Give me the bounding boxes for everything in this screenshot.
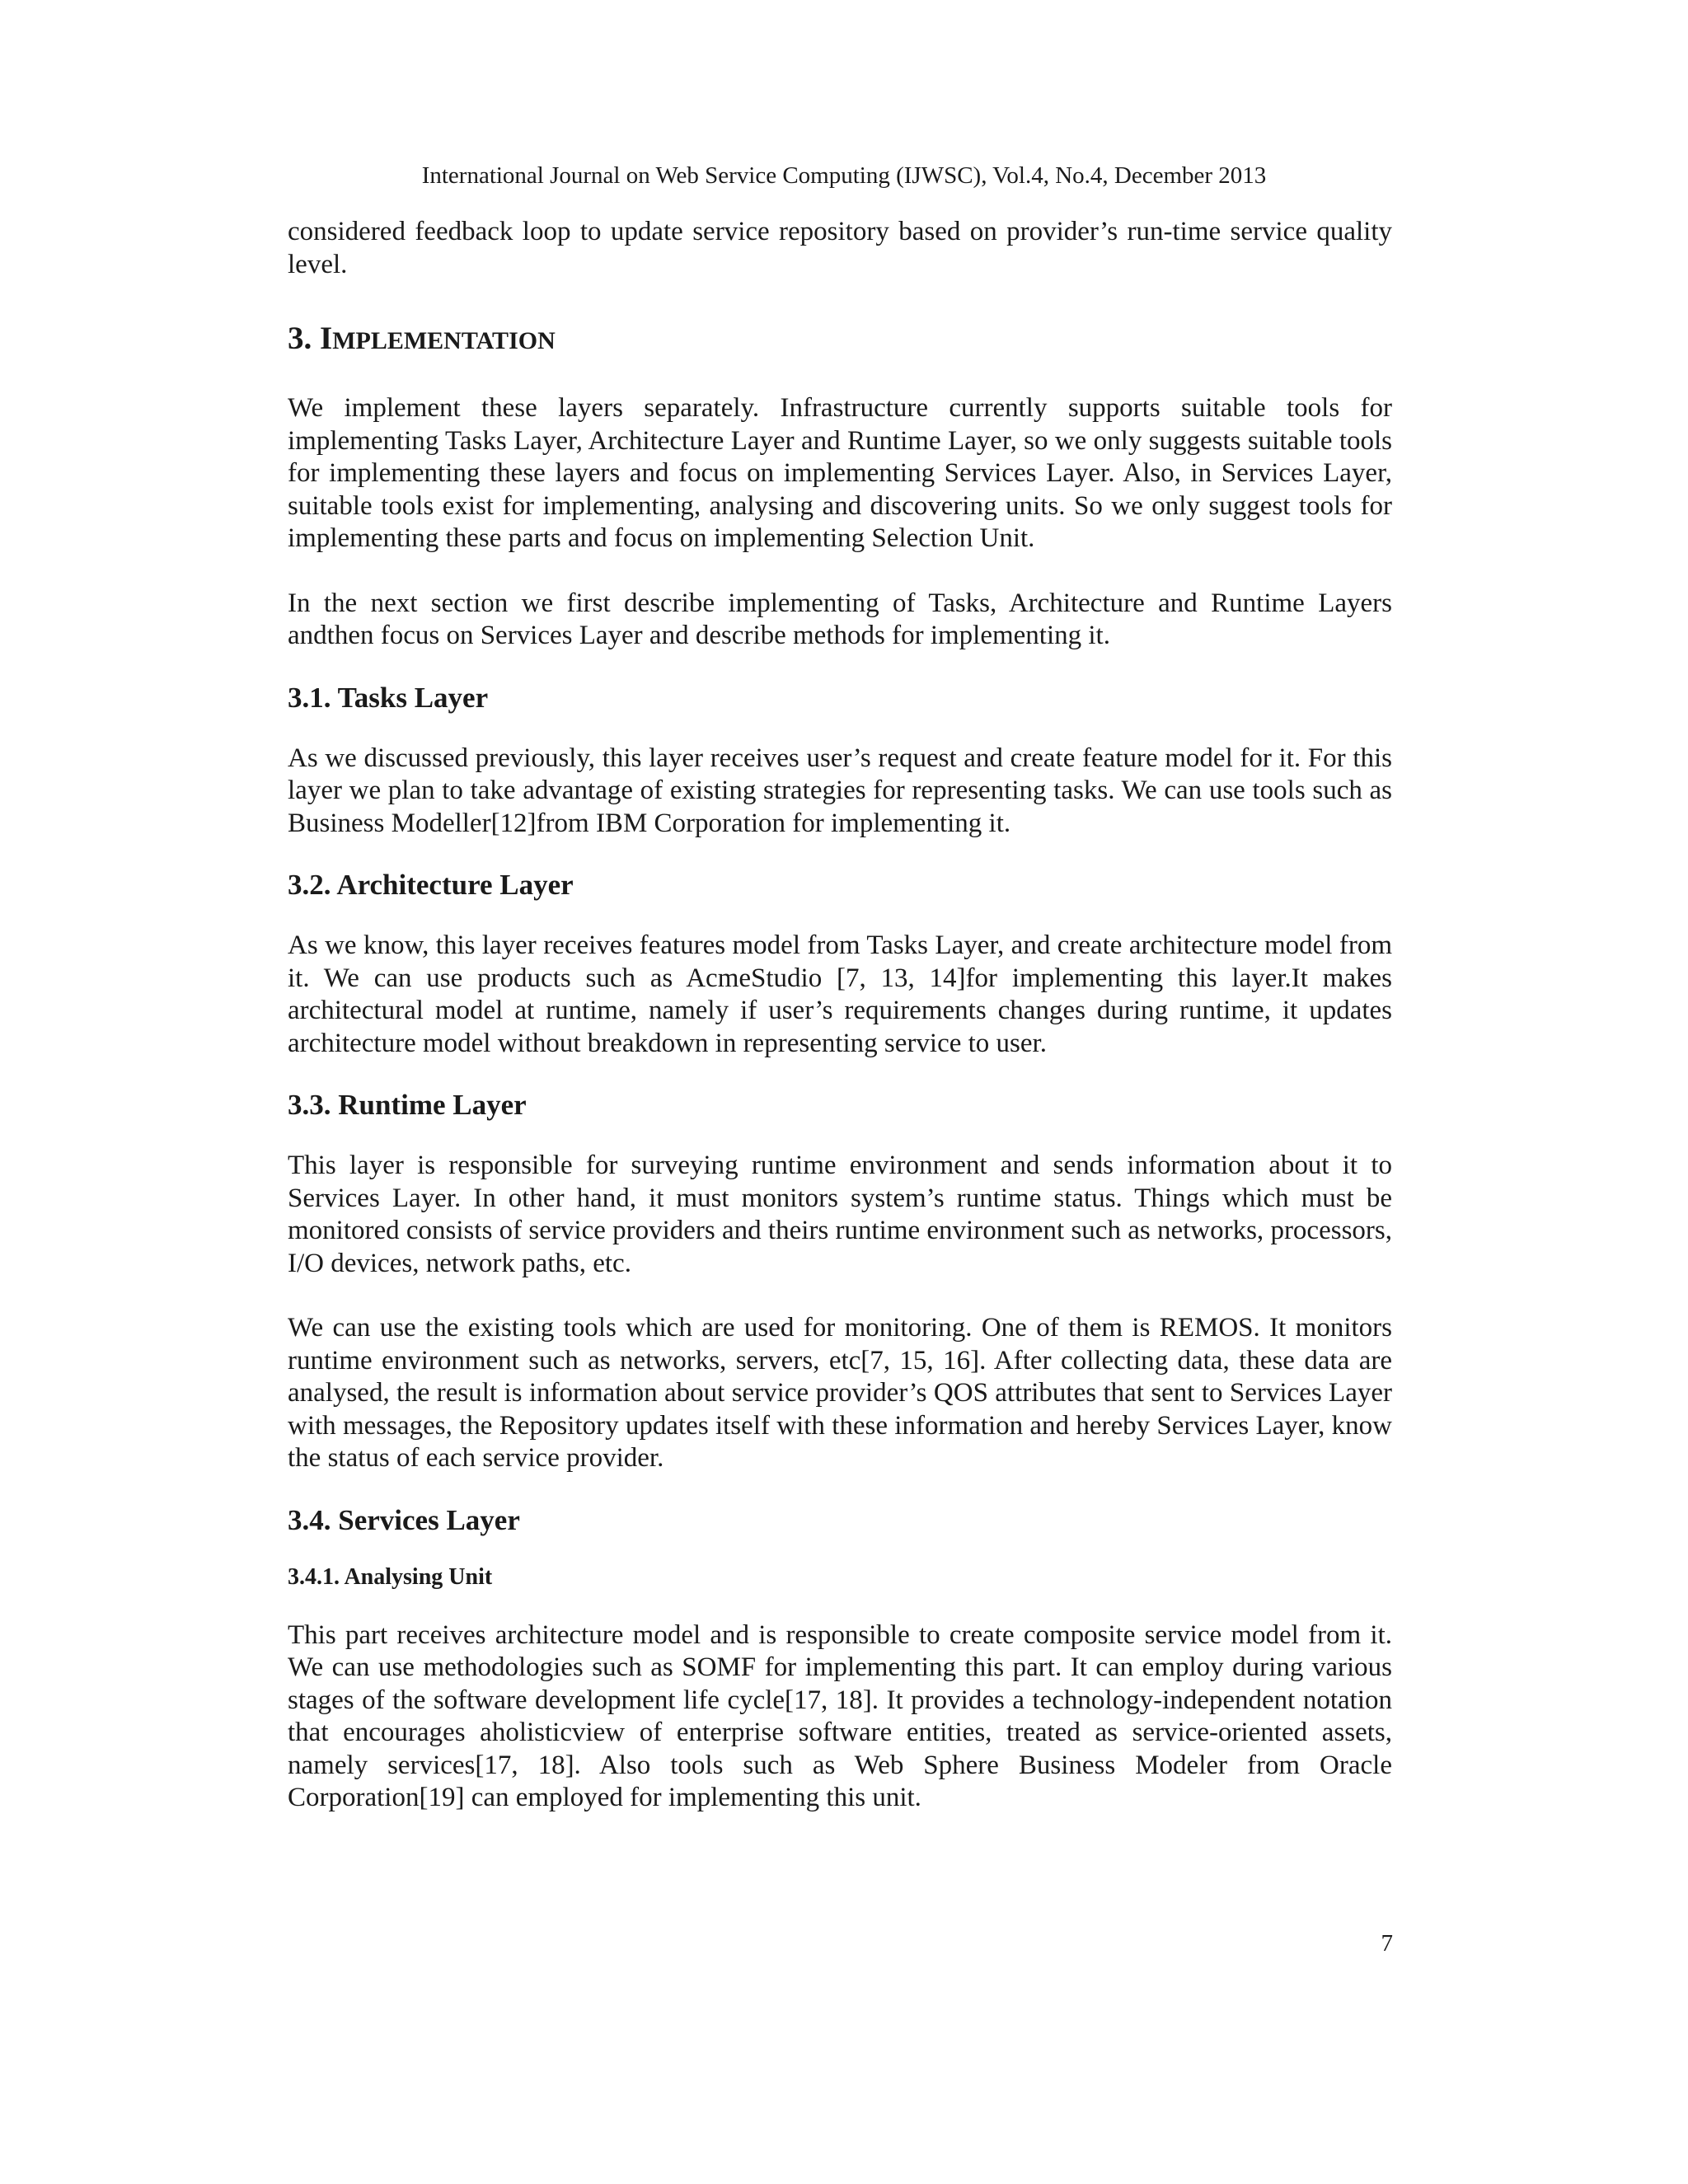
section-3-4-heading: 3.4. Services Layer <box>288 1503 520 1536</box>
section-3-title-initial: I <box>320 321 333 356</box>
section-3-number: 3. <box>288 321 312 356</box>
section-3-3-paragraph-2: We can use the existing tools which are used for monitoring. One of them is REMOS. It monitors runtime environment such as networks, servers, etc[7, 15, 16]. After collecting data, these data are analysed, the result is information about service provider’s QOS attributes that sent to Services Layer with messages, the Repository updates itself with these information and hereby Services Layer, know the status of each service provider. <box>288 1313 1392 1473</box>
journal-header: International Journal on Web Service Computing (IJWSC), Vol.4, No.4, December 2013 <box>421 162 1267 189</box>
section-3-2-paragraph: As we know, this layer receives features model from Tasks Layer, and create architecture model from it. We can use products such as AcmeStudio [7, 13, 14]for implementing this layer.It makes architectural model at runtime, namely if user’s requirements changes during runtime, it updates architecture model without breakdown in representing service to user. <box>288 930 1392 1058</box>
section-3-3-heading: 3.3. Runtime Layer <box>288 1089 527 1121</box>
section-3-heading <box>288 321 1392 359</box>
section-3-4-1-paragraph: This part receives architecture model and is responsible to create composite service model from it. We can use methodologies such as SOMF for implementing this part. It can employ during various stages of the software development life cycle[17, 18]. It provides a technology-independent notation that encourages aholisticview of enterprise software entities, treated as service-oriented assets, namely services[17, 18]. Also tools such as Web Sphere Business Modeler from Oracle Corporation[19] can employed for implementing this unit. <box>288 1619 1392 1812</box>
section-3-2-heading: 3.2. Architecture Layer <box>288 869 574 901</box>
intro-paragraph: considered feedback loop to update service repository based on provider’s run-time service quality level. <box>288 217 1392 279</box>
section-3-title-rest: MPLEMENTATION <box>332 327 556 354</box>
page-body <box>288 216 1392 1815</box>
section-3-paragraph-1: We implement these layers separately. Infrastructure currently supports suitable tools for implementing Tasks Layer, Architecture Layer and Runtime Layer, so we only suggests suitable tools for implementing these layers and focus on implementing Services Layer. Also, in Services Layer, suitable tools exist for implementing, analysing and discovering units. So we only suggest tools for implementing these parts and focus on implementing Selection Unit. <box>288 393 1392 553</box>
section-3-paragraph-2: In the next section we first describe implementing of Tasks, Architecture and Runtime Layers andthen focus on Services Layer and describe methods for implementing it. <box>288 588 1392 650</box>
section-3-1-paragraph: As we discussed previously, this layer receives user’s request and create feature model for it. For this layer we plan to take advantage of existing strategies for representing tasks. We can use tools such as Business Modeller[12]from IBM Corporation for implementing it. <box>288 743 1392 838</box>
section-3-3-paragraph-1: This layer is responsible for surveying runtime environment and sends information about it to Services Layer. In other hand, it must monitors system’s runtime status. Things which must be monitored consists of service providers and theirs runtime environment such as networks, processors, I/O devices, network paths, etc. <box>288 1151 1392 1278</box>
section-3-4-1-heading: 3.4.1. Analysing Unit <box>288 1563 493 1590</box>
page-number: 7 <box>1381 1930 1393 1957</box>
section-3-1-heading: 3.1. Tasks Layer <box>288 681 489 714</box>
